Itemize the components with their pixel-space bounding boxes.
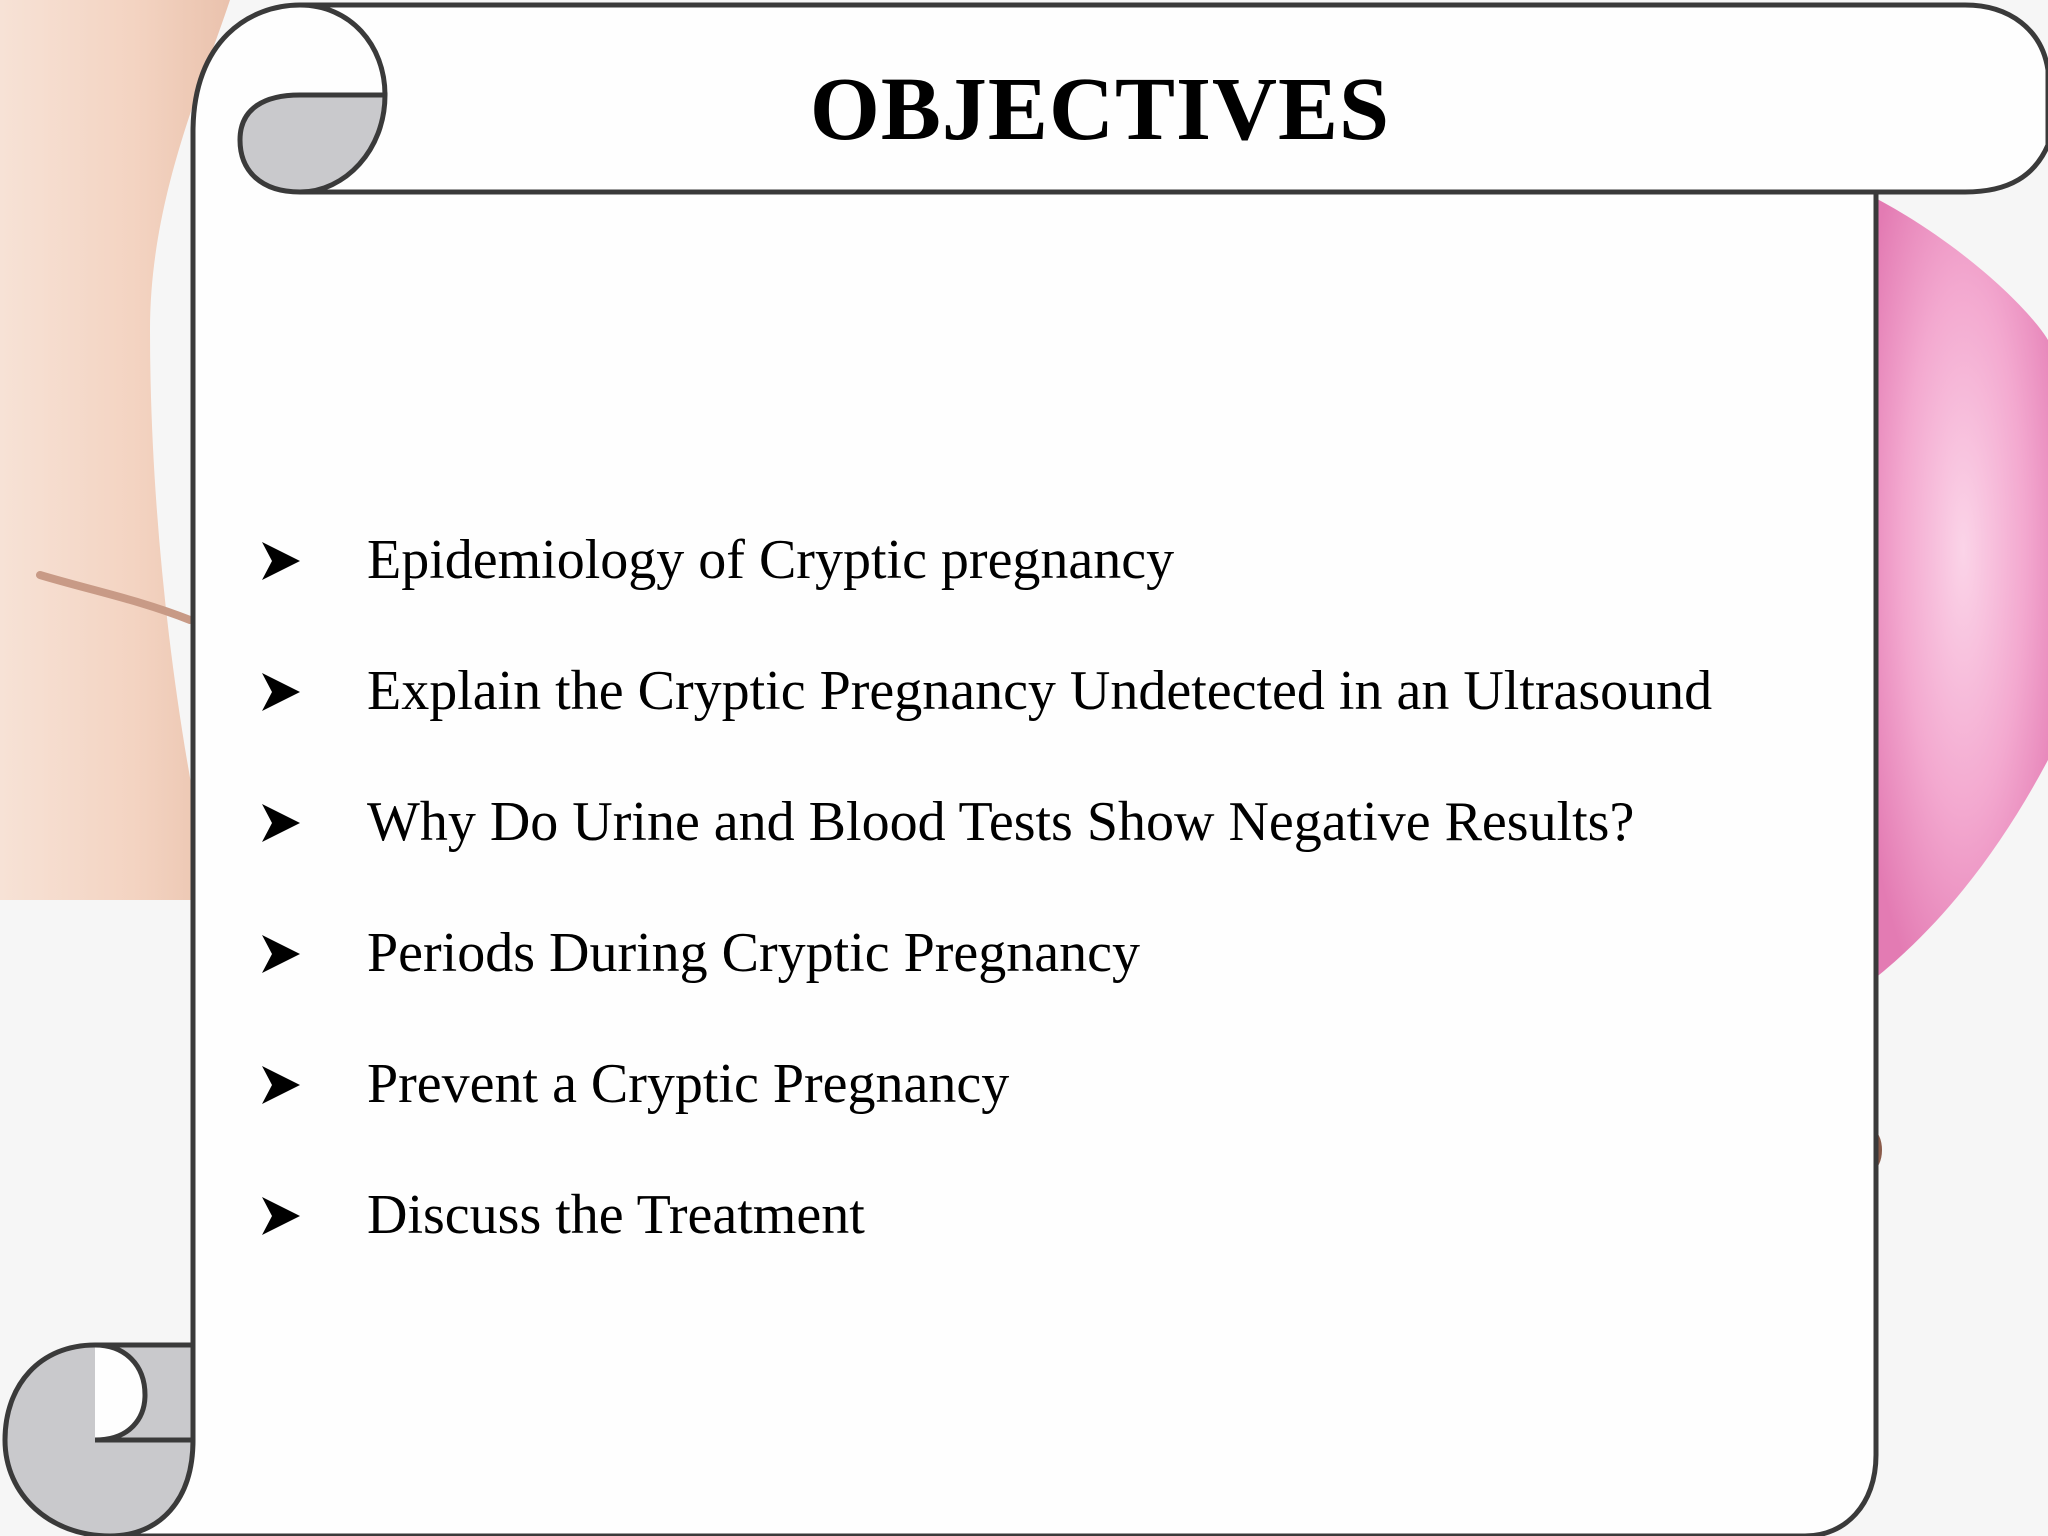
arrowhead-bullet-icon	[260, 671, 302, 713]
arrowhead-bullet-icon	[260, 802, 302, 844]
list-item	[260, 651, 1820, 782]
list-item	[260, 1044, 1820, 1175]
list-item-text: Why Do Urine and Blood Tests Show Negative Results?	[367, 791, 1635, 853]
slide-title: OBJECTIVES	[809, 60, 1391, 159]
arrowhead-bullet-icon	[260, 933, 302, 975]
list-item-text: Periods During Cryptic Pregnancy	[367, 922, 1140, 984]
list-item	[260, 1175, 1820, 1306]
list-item-text: Discuss the Treatment	[367, 1184, 865, 1246]
list-item	[260, 913, 1820, 1044]
objectives-list	[260, 520, 1820, 1306]
list-item-text: Explain the Cryptic Pregnancy Undetected in an Ultrasound	[367, 660, 1713, 722]
list-item-text: Epidemiology of Cryptic pregnancy	[367, 529, 1175, 591]
list-item	[260, 782, 1820, 913]
arrowhead-bullet-icon	[260, 1064, 302, 1106]
arrowhead-bullet-icon	[260, 540, 302, 582]
list-item	[260, 520, 1820, 651]
arrowhead-bullet-icon	[260, 1195, 302, 1237]
list-item-text: Prevent a Cryptic Pregnancy	[367, 1053, 1010, 1115]
